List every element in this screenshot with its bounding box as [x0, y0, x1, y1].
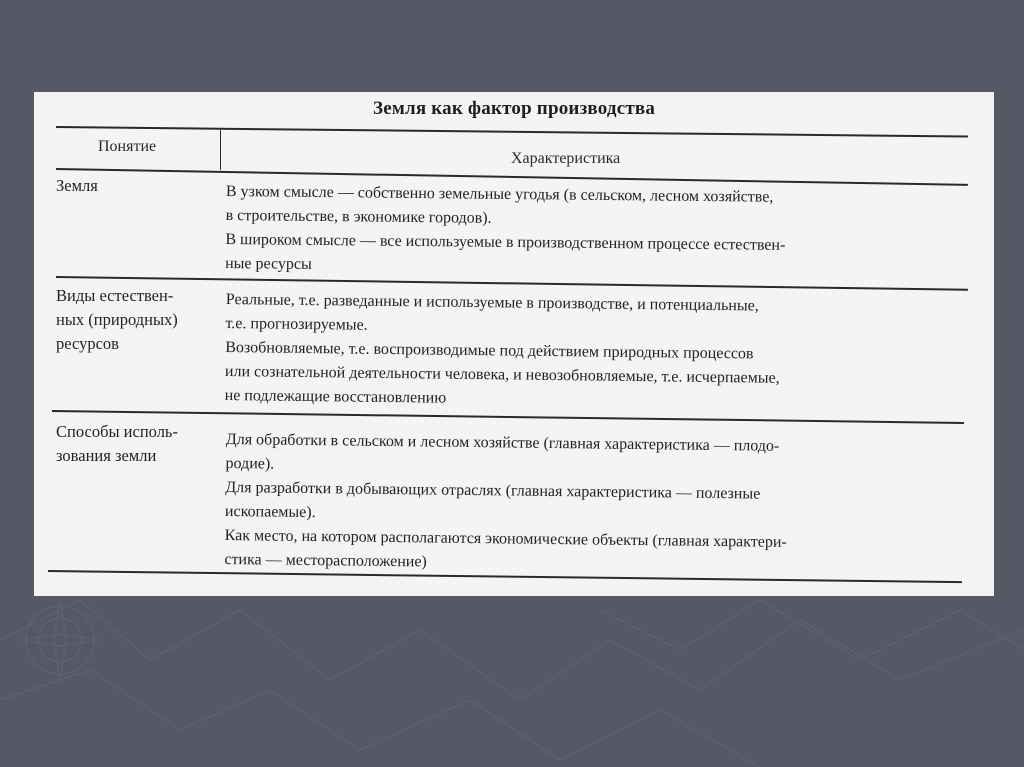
- term-line: Виды естествен-: [56, 286, 174, 305]
- term-line: ных (природных): [56, 310, 178, 329]
- term-line: зования земли: [56, 446, 157, 465]
- term-line: ресурсов: [56, 334, 119, 353]
- desc-line: т.е. прогнозируемые.: [225, 314, 368, 334]
- term-line: Земля: [56, 176, 98, 195]
- header-column-divider: [220, 130, 221, 170]
- desc-line: родие).: [225, 454, 275, 473]
- row-2-description: [225, 288, 946, 417]
- row-1-term: [56, 174, 226, 198]
- desc-line: В узком смысле — собственно земельные угодья (в сельском, лесном хозяйстве,: [225, 182, 774, 206]
- term-line: Способы исполь-: [56, 422, 178, 441]
- row-3-term: [56, 420, 226, 468]
- header-concept: Понятие: [98, 138, 157, 155]
- scanned-table-document: [34, 92, 994, 596]
- desc-line: Как место, на котором располагаются экономические объекты (главная характери-: [224, 526, 787, 551]
- desc-line: или сознательной деятельности человека, и невозобновляемые, т.е. исчерпаемые,: [224, 362, 780, 387]
- row-2-term: [56, 284, 226, 356]
- desc-line: Возобновляемые, т.е. воспроизводимые под действием природных процессов: [225, 338, 754, 363]
- desc-line: Для обработки в сельском и лесном хозяйстве (главная характеристика — плодо-: [225, 430, 780, 455]
- desc-line: Реальные, т.е. разведанные и используемые в производстве, и потенциальные,: [225, 290, 759, 315]
- header-characteristic: Характеристика: [511, 150, 621, 167]
- desc-line: В широком смысле — все используемые в производственном процессе естествен-: [225, 230, 786, 254]
- desc-line: в строительстве, в экономике городов).: [225, 206, 492, 227]
- desc-line: ные ресурсы: [225, 254, 312, 273]
- row-3-description: [224, 428, 946, 581]
- row-1-description: [225, 180, 946, 284]
- document-title: Земля как фактор производства: [372, 98, 656, 119]
- desc-line: Для разработки в добывающих отраслях (главная характеристика — полезные: [225, 478, 761, 503]
- desc-line: ископаемые).: [224, 502, 316, 522]
- desc-line: стика — месторасположение): [224, 550, 427, 571]
- desc-line: не подлежащие восстановлению: [224, 386, 447, 407]
- header-top-rule: [56, 126, 968, 137]
